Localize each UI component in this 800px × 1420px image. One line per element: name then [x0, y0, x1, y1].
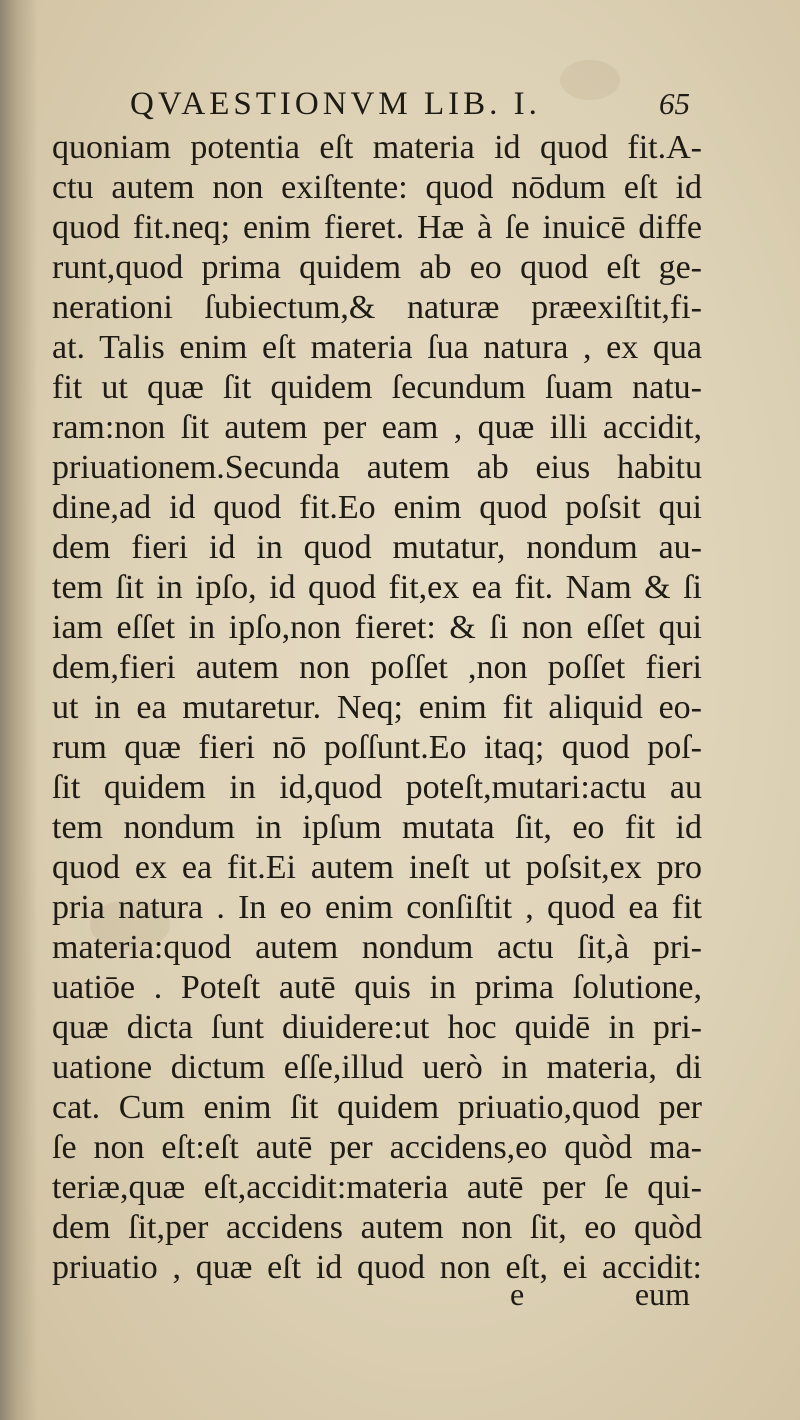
- text-line: dem ſit,per accidens autem non ſit, eo quòd: [52, 1209, 702, 1246]
- text-line: quæ dicta ſunt diuidere:ut hoc quidē in pri-: [52, 1009, 702, 1046]
- text-line: quod fit.neq; enim fieret. Hæ à ſe inuicē diffe: [52, 209, 702, 246]
- text-line: dem,fieri autem non poſſet ,non poſſet fieri: [52, 649, 702, 686]
- text-line: ſe non eſt:eſt autē per accidens,eo quòd ma-: [52, 1129, 702, 1166]
- text-line: rum quæ fieri nō poſſunt.Eo itaq; quod poſ-: [52, 729, 702, 766]
- text-line: runt,quod prima quidem ab eo quod eſt ge-: [52, 249, 702, 286]
- catchword: eum: [634, 1276, 690, 1312]
- running-head: QVAESTIONVM LIB. I.: [130, 86, 541, 122]
- text-line: dem fieri id in quod mutatur, nondum au-: [52, 529, 702, 566]
- signature-mark: e: [510, 1276, 525, 1312]
- text-line: dine,ad id quod fit.Eo enim quod poſsit qui: [52, 489, 702, 526]
- body-text: [52, 128, 702, 1288]
- text-line: teriæ,quæ eſt,accidit:materia autē per ſe qui-: [52, 1169, 702, 1206]
- page-header: [130, 82, 690, 126]
- binding-gutter: [0, 0, 38, 1420]
- text-line: priuationem.Secunda autem ab eius habitu: [52, 449, 702, 486]
- text-line: fit ut quæ ſit quidem ſecundum ſuam natu-: [52, 369, 702, 406]
- text-line: pria natura . In eo enim conſiſtit , quod ea fit: [52, 889, 702, 926]
- text-line: uatione dictum eſſe,illud uerò in materia, di: [52, 1049, 702, 1086]
- text-line: at. Talis enim eſt materia ſua natura , ex qua: [52, 329, 702, 366]
- text-line: ctu autem non exiſtente: quod nōdum eſt id: [52, 169, 702, 206]
- text-line: ſit quidem in id,quod poteſt,mutari:actu au: [52, 769, 702, 806]
- text-line: tem nondum in ipſum mutata ſit, eo fit id: [52, 809, 702, 846]
- text-line: priuatio , quæ eſt id quod non eſt, ei accidit:: [52, 1249, 702, 1286]
- text-line: uatiōe . Poteſt autē quis in prima ſolutione,: [52, 969, 702, 1006]
- page-number: 65: [659, 86, 690, 121]
- text-line: quod ex ea fit.Ei autem ineſt ut poſsit,ex pro: [52, 849, 702, 886]
- page-footer: [510, 1272, 690, 1316]
- text-line: quoniam potentia eſt materia id quod fit.A-: [52, 129, 702, 166]
- text-line: iam eſſet in ipſo,non fieret: & ſi non eſſet qui: [52, 609, 702, 646]
- text-line: ram:non ſit autem per eam , quæ illi accidit,: [52, 409, 702, 446]
- text-line: materia:quod autem nondum actu ſit,à pri-: [52, 929, 702, 966]
- text-line: ut in ea mutaretur. Neq; enim fit aliquid eo-: [52, 689, 702, 726]
- text-line: cat. Cum enim ſit quidem priuatio,quod per: [52, 1089, 702, 1126]
- text-line: nerationi ſubiectum,& naturæ præexiſtit,fi-: [52, 289, 702, 326]
- text-line: tem ſit in ipſo, id quod fit,ex ea fit. Nam & ſi: [52, 569, 702, 606]
